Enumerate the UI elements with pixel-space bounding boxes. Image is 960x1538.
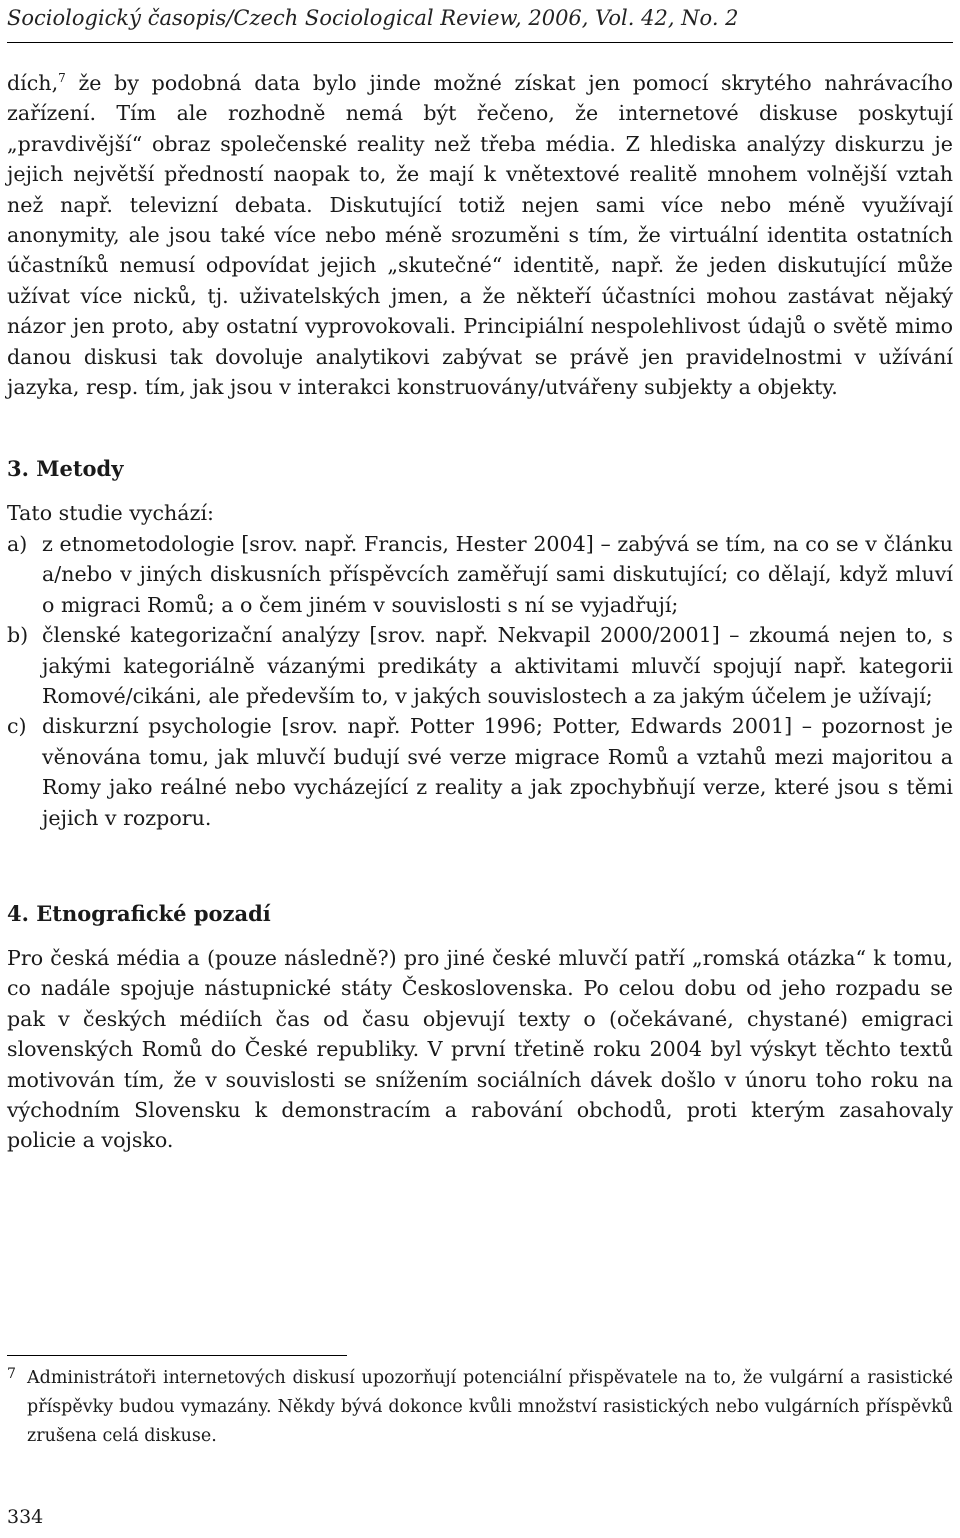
footnote-text: Administrátoři internetových diskusí upozorňují potenciální přispěvatele na to, že vulgární a rasistické příspěvky budou vymazány. Někdy bývá dokonce kvůli množství rasistických nebo vulgárních příspěvků zrušena celá diskuse. (27, 1368, 953, 1446)
methods-list (7, 529, 953, 833)
footnote-marker: 7 (7, 1366, 16, 1382)
list-marker: c) (7, 714, 27, 739)
page-number: 334 (7, 1506, 44, 1528)
page-body (7, 68, 953, 1156)
list-item-text: z etnometodologie [srov. např. Francis, Hester 2004] – zabývá se tím, na co se v článku a/nebo v jiných diskusních příspěvcích zaměřují sami diskutující; co dělají, když mluví o migraci Romů; a o čem jiném v souvislosti s ní se vyjadřují; (42, 531, 953, 617)
paragraph-start-text: dích, (7, 71, 59, 95)
list-item (7, 529, 953, 620)
list-marker: b) (7, 623, 29, 648)
list-marker: a) (7, 531, 28, 556)
footnote (7, 1364, 953, 1451)
list-item (7, 711, 953, 833)
paragraph-rest-text: že by podobná data bylo jinde možné získat jen pomocí skrytého nahrávacího zařízení. Tím ale rozhodně nemá být řečeno, že internetové diskuse poskytují „pravdivější“ obraz společenské reality než třeba média. Z hlediska analýzy diskurzu je jejich největší předností naopak to, že mají k vnětextové realitě mnohem volnější vztah než např. televizní debata. Diskutující totiž nejen sami více nebo méně využívají anonymity, ale jsou také více nebo méně srozuměni s tím, že virtuální identita ostatních účastníků nemusí odpovídat jejich „skutečné“ identitě, např. že jeden diskutující může užívat více nicků, tj. uživatelských jmen, a že někteří účastníci mohou zastávat nějaký názor jen proto, aby ostatní vyprovokovali. Principiální nespolehlivost údajů o světě mimo danou diskusi tak dovoluje analytikovi zabývat se právě jen pravidelnostmi v užívání jazyka, resp. tím, jak jsou v interakci konstruovány/utvářeny subjekty a objekty. (7, 71, 953, 400)
list-item-text: diskurzní psychologie [srov. např. Potter 1996; Potter, Edwards 2001] – pozornost je věnována tomu, jak mluvčí budují své verze migrace Romů a vztahů mezi majoritou a Romy jako reálné nebo vycházející z reality a jak zpochybňují verze, které jsou s těmi jejich v rozporu. (42, 714, 953, 830)
footnote-rule (7, 1355, 347, 1356)
footnote-reference[interactable]: 7 (58, 71, 66, 86)
section-heading-ethnographic-background: 4. Etnografické pozadí (7, 900, 271, 926)
section-heading-methods: 3. Metody (7, 456, 124, 482)
list-item-text: členské kategorizační analýzy [srov. např. Nekvapil 2000/2001] – zkoumá nejen to, s jakými kategoriálně vázanými predikáty a aktivitami mluvčí spojují např. kategorii Romové/cikáni, ale především to, v jakých souvislostech a za jakým účelem je užívají; (42, 623, 953, 708)
running-head: Sociologický časopis/Czech Sociological Review, 2006, Vol. 42, No. 2 (7, 6, 739, 30)
list-item (7, 620, 953, 711)
section-paragraph: Pro česká média a (pouze následně?) pro jiné české mluvčí patří „romská otázka“ k tomu, co nadále spojuje nástupnické státy Československa. Po celou dobu od jeho rozpadu se pak v českých médiích čas od času objevují texty o (očekávané, chystané) emigraci slovenských Romů do České republiky. V první třetině roku 2004 byl výskyt těchto textů motivován tím, že v souvislosti se snížením sociálních dávek došlo v únoru toho roku na východním Slovensku k demonstracím a rabování obchodů, proti kterým zasahovaly policie a vojsko. (7, 945, 953, 1153)
paragraph-continuation (7, 68, 953, 402)
header-rule (7, 42, 953, 43)
section-intro: Tato studie vychází: (7, 501, 214, 526)
